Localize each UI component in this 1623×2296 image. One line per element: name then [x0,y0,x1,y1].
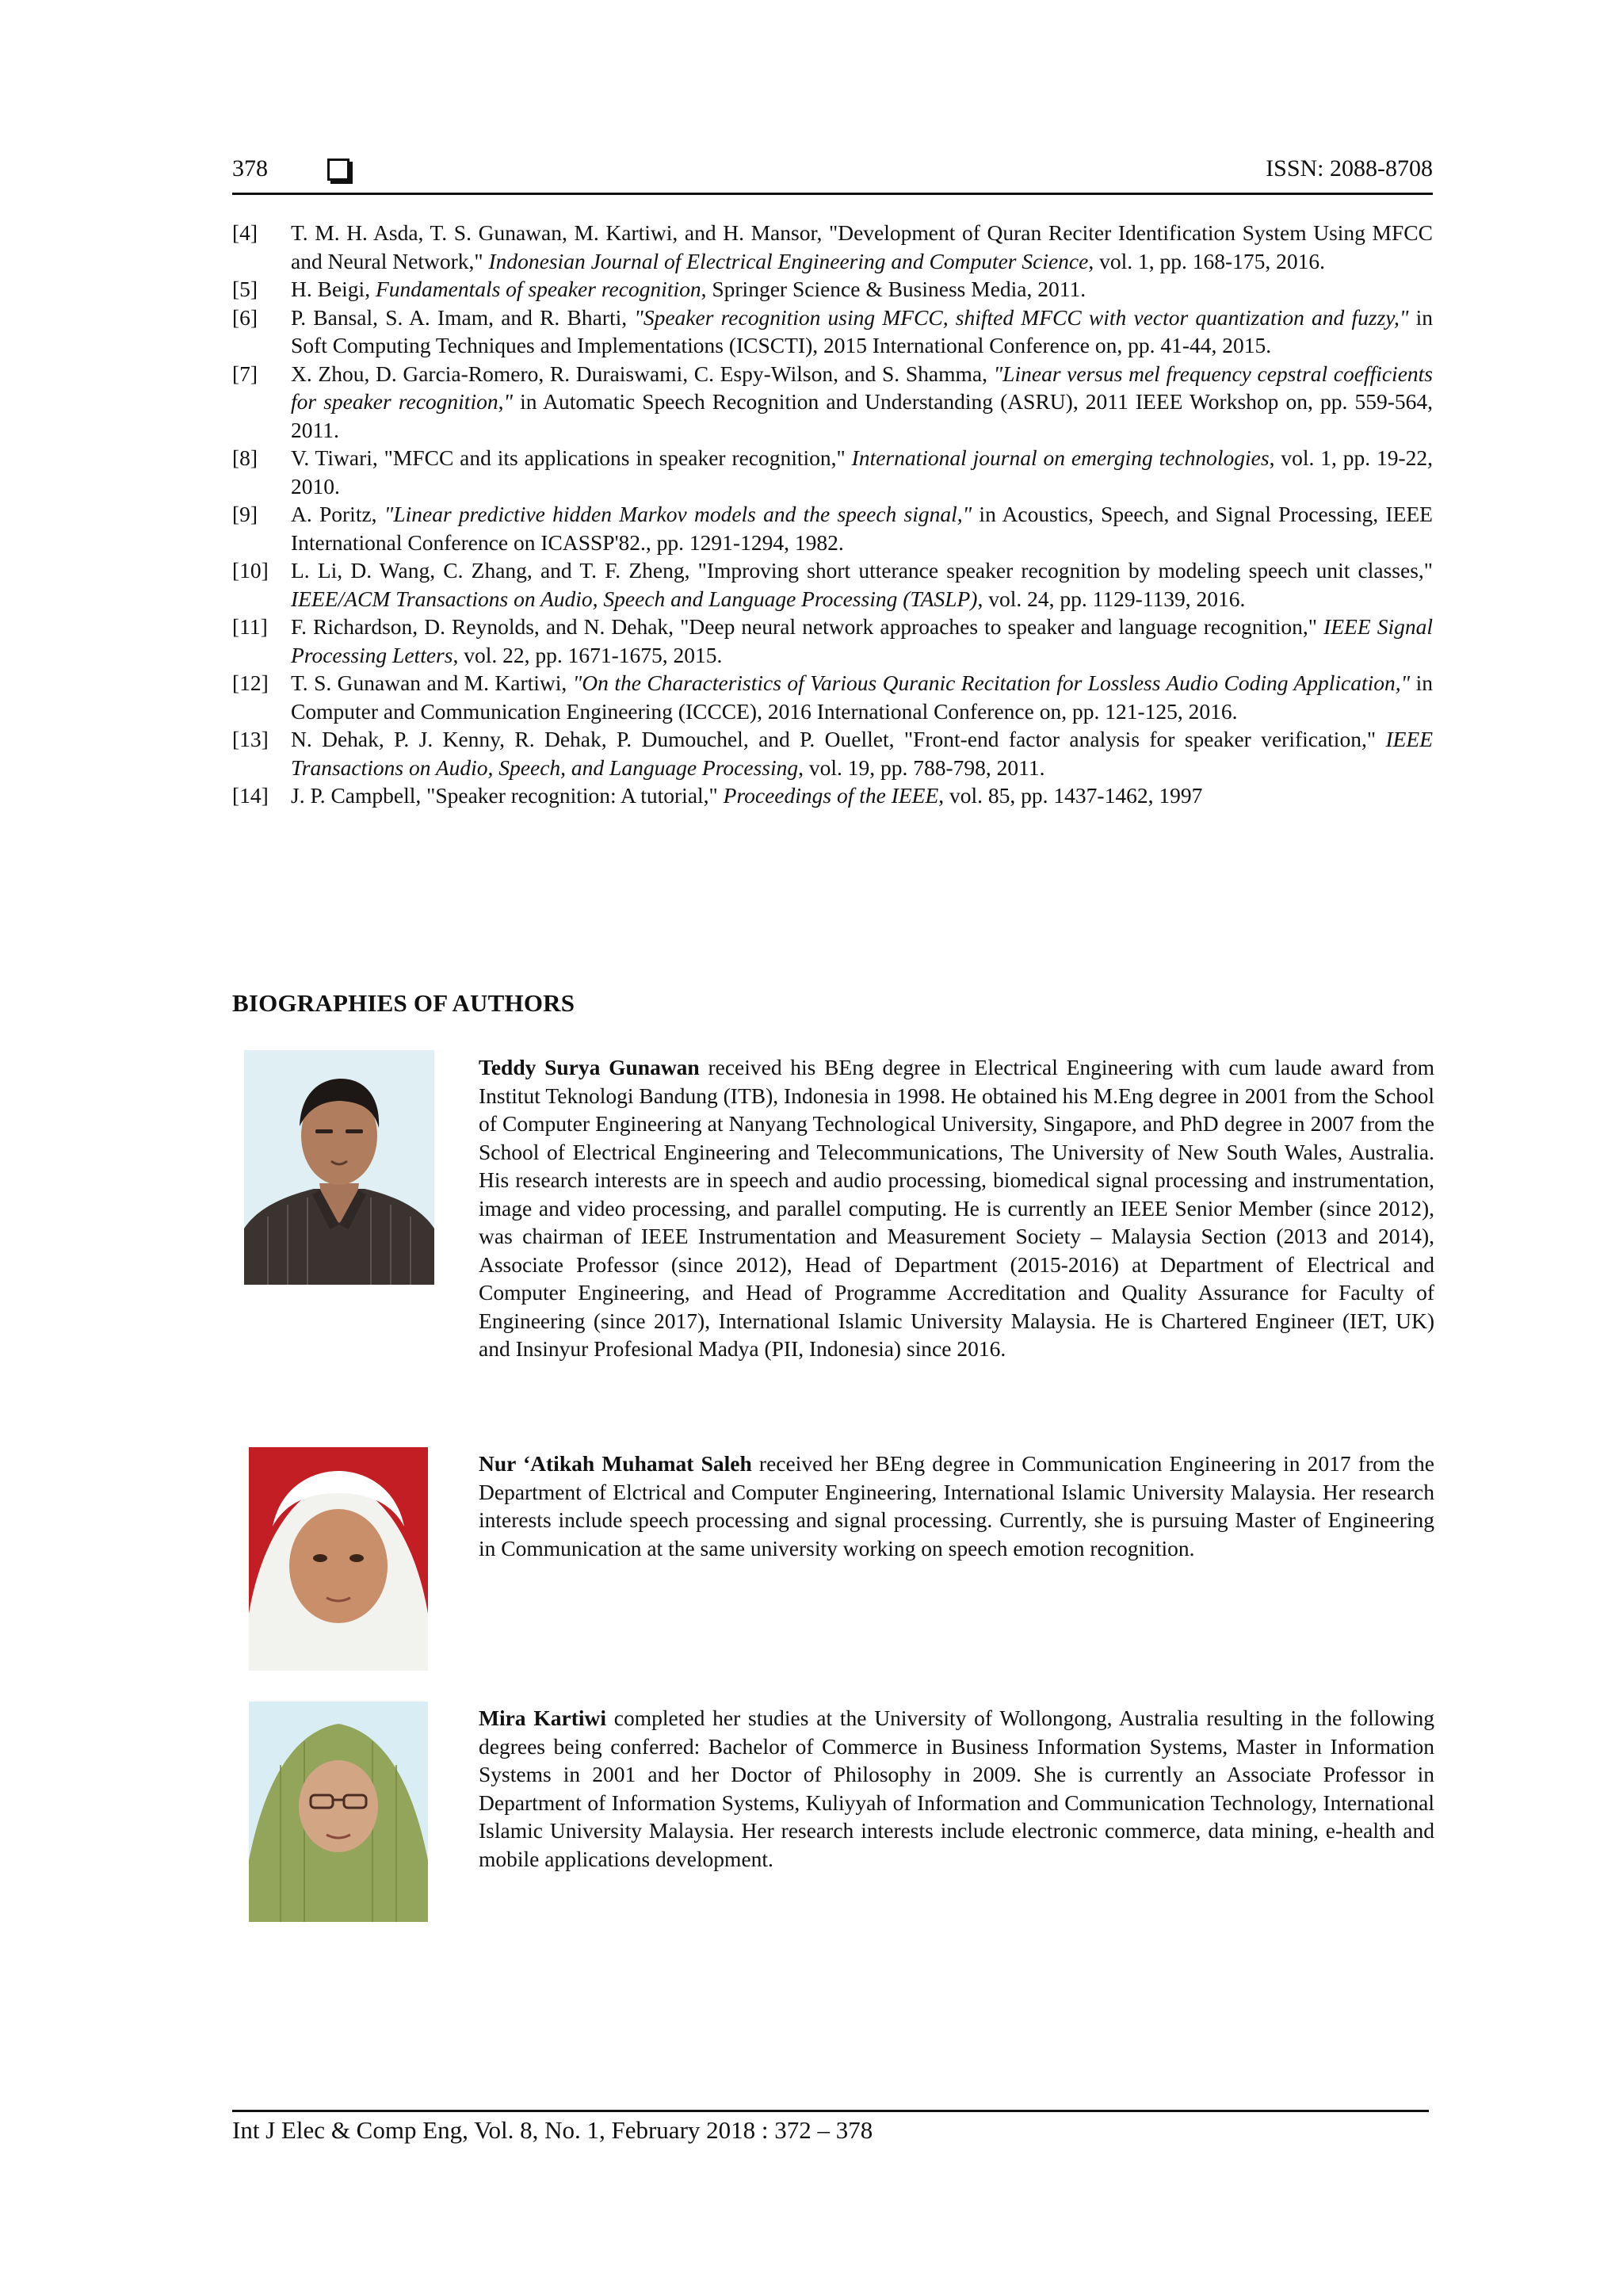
reference-text [291,725,1433,781]
issn: ISSN: 2088-8708 [1266,155,1433,181]
author-name: Nur ‘Atikah Muhamat Saleh [479,1451,752,1476]
reference-text [291,500,1433,556]
author-photo-gunawan [244,1050,434,1285]
reference-item [232,444,1433,500]
reference-text [291,360,1433,445]
reference-segment: P. Bansal, S. A. Imam, and R. Bharti, [291,304,635,330]
reference-segment: , vol. 1, pp. 168-175, 2016. [1088,248,1326,273]
reference-segment: , vol. 22, pp. 1671-1675, 2015. [453,642,723,667]
reference-italic-segment: IEEE/ACM Transactions on Audio, Speech and Language Processing (TASLP) [291,586,978,611]
reference-text [291,556,1433,613]
portrait-woman-red-background-image [249,1447,428,1671]
reference-text [291,669,1433,725]
page-number: 378 [232,155,268,181]
reference-segment: A. Poritz, [291,502,384,526]
reference-segment: L. Li, D. Wang, C. Zhang, and T. F. Zheng, "Improving short utterance speaker recognition by modeling speech unit classes," [291,558,1433,583]
reference-number: [13] [232,727,269,751]
reference-italic-segment: IEEE Transactions on Audio, Speech, and Language Processing [291,727,1433,780]
reference-text [291,219,1433,275]
reference-segment: , vol. 85, pp. 1437-1462, 1997 [938,783,1203,808]
reference-italic-segment: "On the Characteristics of Various Quranic Recitation for Lossless Audio Coding Application," [572,670,1411,695]
reference-italic-segment: Fundamentals of speaker recognition [375,277,701,301]
reference-number: [9] [232,502,258,526]
reference-item [232,556,1433,613]
reference-italic-segment: "Speaker recognition using MFCC, shifted MFCC with vector quantization and fuzzy," [634,304,1409,330]
author-name: Teddy Surya Gunawan [479,1055,700,1079]
reference-number: [11] [232,614,268,639]
reference-segment: , vol. 1, pp. 19-22, 2010. [291,445,1433,499]
reference-segment: T. S. Gunawan and M. Kartiwi, [291,670,573,695]
author-name: Mira Kartiwi [479,1706,606,1730]
reference-segment: in Computer and Communication Engineering (ICCCE), 2016 International Conference on, pp. 121-125, 2016. [291,670,1434,724]
biography-text: received her BEng degree in Communication Engineering in 2017 from the Department of Elctrical and Computer Engineering, International Islamic University Malaysia. Her research interests include speech processing and signal processing. Currently, she is pursuing Master of Engineering in Communication at the same university working on speech emotion recognition. [479,1451,1434,1561]
portrait-woman-light-background-image [249,1702,428,1922]
reference-text [291,781,1433,810]
reference-segment: F. Richardson, D. Reynolds, and N. Dehak, "Deep neural network approaches to speaker and language recognition," [291,614,1324,639]
header-rule [232,193,1433,195]
reference-italic-segment: International journal on emerging technologies [851,445,1270,470]
reference-text [291,275,1433,304]
biography-text: completed her studies at the University of Wollongong, Australia resulting in the following degrees being conferred: Bachelor of Commerce in Business Information Systems, Master in Information Systems in 2001 and her Doctor of Philosophy in 2009. She is currently an Associate Professor in Department of Information Systems, Kuliyyah of Information and Communication Technology, International Islamic University Malaysia. Her research interests include electronic commerce, data mining, e-health and mobile applications development. [479,1706,1434,1871]
reference-segment: H. Beigi, [291,277,376,301]
reference-italic-segment: Proceedings of the IEEE [723,783,939,808]
reference-segment: T. M. H. Asda, T. S. Gunawan, M. Kartiwi, and H. Mansor, "Development of Quran Reciter Identification System Using MFCC and Neural Network," [291,220,1433,273]
reference-number: [14] [232,783,269,808]
reference-number: [12] [232,670,269,695]
reference-item [232,613,1433,669]
reference-text [291,613,1433,669]
biography-saleh [479,1450,1434,1562]
reference-item [232,360,1433,445]
reference-italic-segment: "Linear predictive hidden Markov models and the speech signal," [384,502,972,526]
reference-segment: , vol. 19, pp. 788-798, 2011. [798,755,1045,780]
reference-number: [10] [232,558,269,583]
reference-segment: , Springer Science & Business Media, 2011. [701,277,1086,301]
footer-rule [232,2110,1429,2112]
reference-item [232,669,1433,725]
reference-number: [8] [232,445,258,470]
square-bullet-icon [327,159,349,181]
reference-segment: X. Zhou, D. Garcia-Romero, R. Duraiswami, C. Espy-Wilson, and S. Shamma, [291,361,994,386]
reference-item [232,219,1433,275]
reference-item [232,725,1433,781]
reference-number: [7] [232,361,258,386]
reference-segment: N. Dehak, P. J. Kenny, R. Dehak, P. Dumouchel, and P. Ouellet, "Front-end factor analysis for speaker verification," [291,727,1386,751]
reference-number: [4] [232,220,258,245]
portrait-man-image [244,1050,434,1285]
biography-kartiwi [479,1704,1434,1873]
biography-text: received his BEng degree in Electrical Engineering with cum laude award from Institut Teknologi Bandung (ITB), Indonesia in 1998. He obtained his M.Eng degree in 2001 from the School of Computer Engineering at Nanyang Technological University, Singapore, and PhD degree in 2007 from the School of Electrical Engineering and Telecommunications, The University of New South Wales, Australia. His research interests are in speech and audio processing, biomedical signal processing and instrumentation, image and video processing, and parallel computing. He is currently an IEEE Senior Member (since 2012), was chairman of IEEE Instrumentation and Measurement Society – Malaysia Section (2013 and 2014), Associate Professor (since 2012), Head of Department (2015-2016) at Department of Electrical and Computer Engineering, and Head of Programme Accreditation and Quality Assurance for Faculty of Engineering (since 2017), International Islamic University Malaysia. He is Chartered Engineer (IET, UK) and Insinyur Profesional Madya (PII, Indonesia) since 2016. [479,1055,1435,1361]
page-header [232,155,1433,193]
reference-segment: , vol. 24, pp. 1129-1139, 2016. [977,586,1246,611]
reference-segment: in Acoustics, Speech, and Signal Processing, IEEE International Conference on ICASSP'82., pp. 1291-1294, 1982. [291,502,1433,555]
reference-item [232,781,1433,810]
reference-italic-segment: Indonesian Journal of Electrical Engineering and Computer Science [488,248,1089,273]
author-photo-kartiwi [249,1702,428,1922]
reference-italic-segment: "Linear versus mel frequency cepstral coefficients for speaker recognition," [291,361,1433,414]
reference-text [291,444,1433,500]
biographies-heading: BIOGRAPHIES OF AUTHORS [232,989,575,1017]
reference-text [291,304,1433,360]
reference-item [232,275,1433,304]
reference-segment: in Automatic Speech Recognition and Understanding (ASRU), 2011 IEEE Workshop on, pp. 559-564, 2011. [291,389,1433,442]
footer-citation: Int J Elec & Comp Eng, Vol. 8, No. 1, February 2018 : 372 – 378 [232,2116,873,2144]
reference-item [232,500,1433,556]
author-photo-saleh [249,1447,428,1671]
biography-gunawan [479,1053,1434,1363]
reference-list [232,219,1433,810]
reference-number: [6] [232,304,258,330]
reference-segment: J. P. Campbell, "Speaker recognition: A tutorial," [291,783,724,808]
reference-segment: V. Tiwari, "MFCC and its applications in speaker recognition," [291,445,852,470]
reference-number: [5] [232,277,258,301]
reference-segment: in Soft Computing Techniques and Implementations (ICSCTI), 2015 International Conference on, pp. 41-44, 2015. [291,304,1433,357]
reference-italic-segment: IEEE Signal Processing Letters [291,614,1433,667]
reference-item [232,304,1433,360]
